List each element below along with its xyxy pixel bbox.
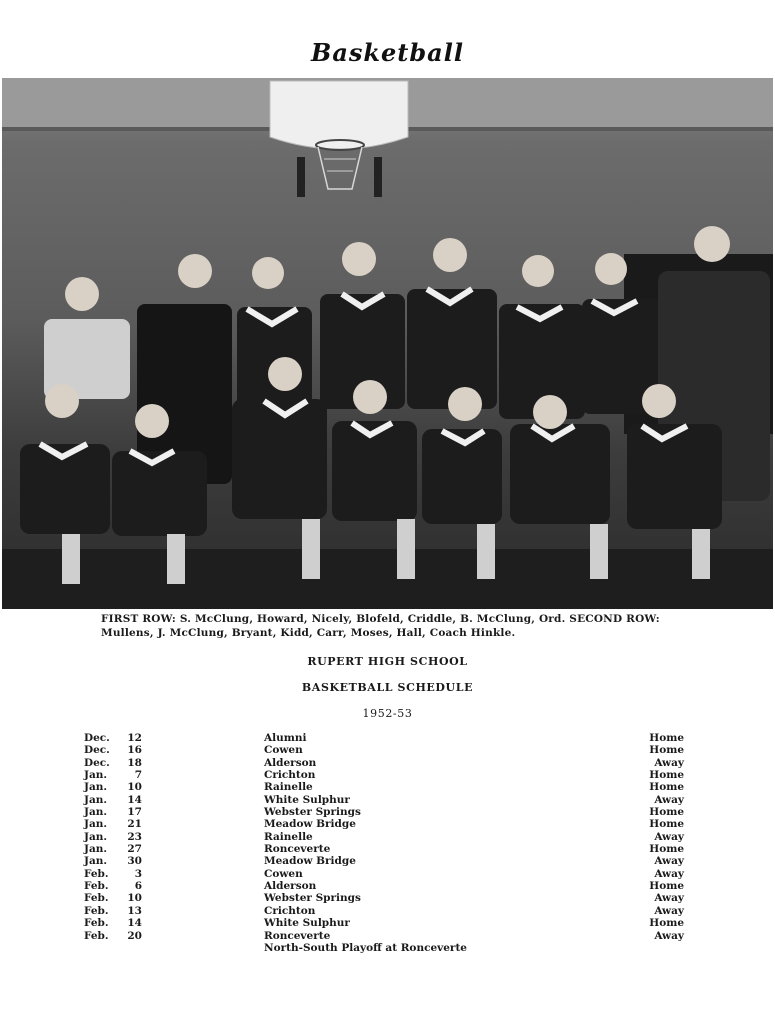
team-photo [2, 78, 773, 609]
game-month: Feb. [84, 892, 109, 905]
team-photo-illustration [2, 79, 773, 609]
game-month: Jan. [84, 781, 108, 794]
game-location: Home [649, 880, 684, 893]
game-opponent: Meadow Bridge [264, 855, 356, 868]
game-day: 12 [127, 732, 142, 744]
game-opponent: White Sulphur [264, 793, 350, 806]
game-location: Home [649, 843, 684, 856]
game-opponent: Webster Springs [264, 806, 361, 819]
game-month: Dec. [84, 756, 110, 769]
game-location: Away [654, 830, 684, 843]
hoop-bracket-left [297, 157, 305, 197]
backboard [270, 81, 408, 149]
schedule-row [84, 744, 694, 756]
game-day: 16 [127, 744, 142, 757]
game-location: Away [654, 867, 684, 880]
game-day: 18 [127, 756, 142, 769]
game-opponent: Rainelle [264, 781, 313, 794]
game-day: 23 [127, 830, 142, 843]
game-month: Jan. [84, 843, 108, 856]
game-day: 27 [127, 843, 142, 856]
schedule-row [84, 806, 694, 818]
game-opponent: Alderson [264, 880, 317, 893]
game-location: Away [654, 892, 684, 905]
game-opponent: Alderson [264, 756, 317, 769]
schedule-row [84, 855, 694, 867]
schedule-row [84, 880, 694, 892]
schedule-row [84, 892, 694, 904]
game-location: Home [649, 806, 684, 819]
schedule-row [84, 769, 694, 781]
game-month: Jan. [84, 818, 108, 831]
game-opponent: White Sulphur [264, 917, 350, 930]
schedule-table [84, 732, 694, 954]
game-day: 7 [134, 769, 142, 782]
second-row-label: SECOND ROW: [569, 613, 660, 625]
season: 1952-53 [362, 707, 413, 720]
game-opponent: Cowen [264, 744, 303, 757]
game-month: Jan. [84, 793, 108, 806]
schedule-row [84, 942, 694, 954]
schedule-row [84, 818, 694, 830]
game-month: Jan. [84, 830, 108, 843]
game-location: Away [654, 904, 684, 917]
game-location: Home [649, 917, 684, 930]
game-day: 10 [127, 892, 142, 905]
school-name: RUPERT HIGH SCHOOL [307, 655, 468, 668]
first-row-label: FIRST ROW: [101, 613, 180, 625]
game-opponent: Rainelle [264, 830, 313, 843]
game-opponent: Meadow Bridge [264, 818, 356, 831]
game-location: Home [649, 781, 684, 794]
second-row-names: Mullens, J. McClung, Bryant, Kidd, Carr, Moses, Hall, Coach Hinkle. [101, 627, 516, 639]
game-day: 6 [134, 880, 142, 893]
game-month: Dec. [84, 744, 110, 757]
schedule-row [84, 781, 694, 793]
game-location: Away [654, 855, 684, 868]
gym-floor [2, 549, 773, 609]
game-month: Feb. [84, 929, 109, 942]
page-heading: Basketball [311, 38, 464, 67]
schedule-row [84, 843, 694, 855]
game-month: Feb. [84, 880, 109, 893]
game-location: Home [649, 732, 684, 744]
game-opponent: Ronceverte [264, 929, 331, 942]
game-location: Home [649, 769, 684, 782]
game-location: Away [654, 793, 684, 806]
game-day: 14 [127, 793, 142, 806]
schedule-row [84, 930, 694, 942]
game-opponent: Crichton [264, 904, 316, 917]
schedule-title: BASKETBALL SCHEDULE [301, 681, 474, 694]
game-month: Jan. [84, 855, 108, 868]
game-location: Away [654, 929, 684, 942]
game-opponent: Alumni [264, 732, 307, 744]
hoop-net [318, 147, 362, 189]
game-month: Jan. [84, 769, 108, 782]
game-day: 17 [127, 806, 142, 819]
game-month: Dec. [84, 732, 110, 744]
game-opponent: Crichton [264, 769, 316, 782]
photo-caption [101, 612, 711, 640]
schedule-row [84, 831, 694, 843]
game-day: 21 [127, 818, 142, 831]
game-opponent: North-South Playoff at Ronceverte [264, 941, 467, 954]
schedule-row [84, 905, 694, 917]
schedule-row [84, 757, 694, 769]
game-month: Feb. [84, 917, 109, 930]
game-location: Home [649, 818, 684, 831]
game-day: 10 [127, 781, 142, 794]
schedule-row [84, 917, 694, 929]
game-day: 13 [127, 904, 142, 917]
game-day: 20 [127, 929, 142, 942]
game-day: 30 [127, 855, 142, 868]
game-opponent: Ronceverte [264, 843, 331, 856]
hoop-net-strands [324, 159, 356, 171]
game-location: Home [649, 744, 684, 757]
first-row-names: S. McClung, Howard, Nicely, Blofeld, Criddle, B. McClung, Ord. [179, 613, 570, 625]
game-month: Jan. [84, 806, 108, 819]
game-day: 14 [127, 917, 142, 930]
game-opponent: Webster Springs [264, 892, 361, 905]
game-opponent: Cowen [264, 867, 303, 880]
schedule-row [84, 794, 694, 806]
game-month: Feb. [84, 867, 109, 880]
game-day: 3 [134, 867, 142, 880]
game-location: Away [654, 756, 684, 769]
schedule-row [84, 868, 694, 880]
schedule-row [84, 732, 694, 744]
hoop-bracket-right [374, 157, 382, 197]
game-month: Feb. [84, 904, 109, 917]
